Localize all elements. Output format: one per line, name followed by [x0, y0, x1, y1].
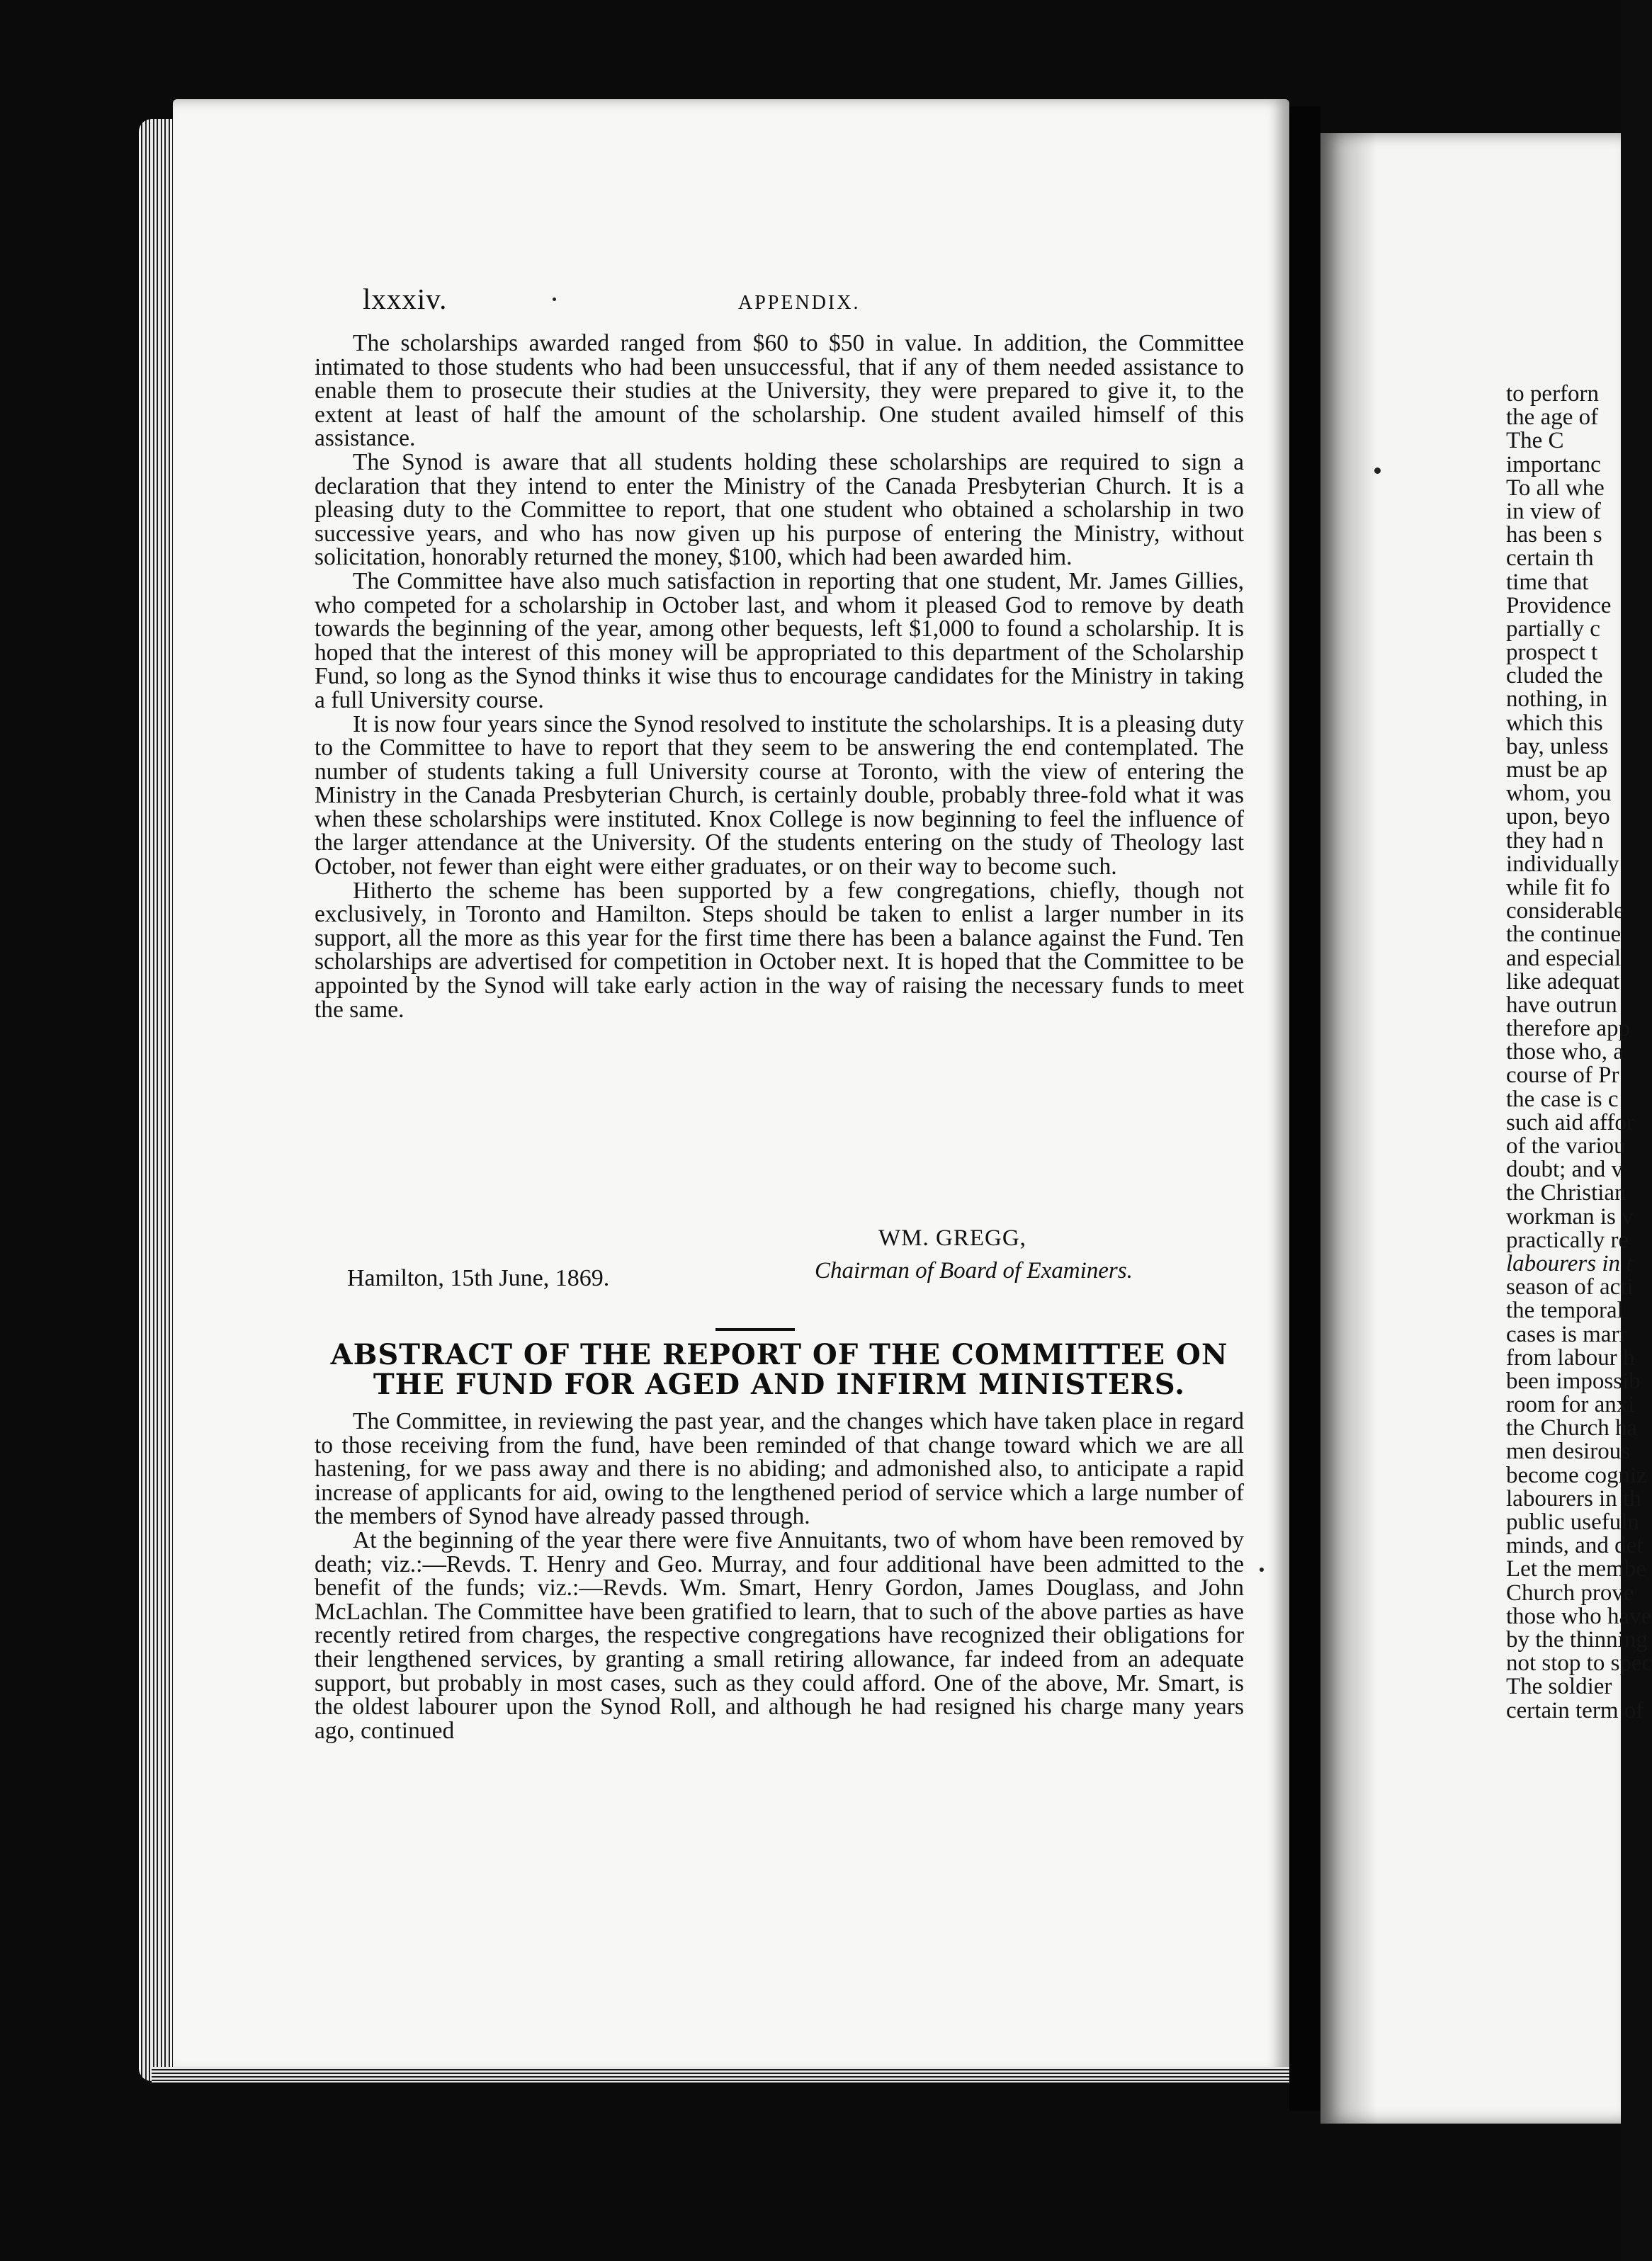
facing-page-line: been impossib: [1506, 1368, 1641, 1394]
signature-block: [333, 1225, 1247, 1303]
paragraph: Hitherto the scheme has been supported by a few congregations, chiefly, though not exclusively, in Toronto and Hamilton. Steps should be taken to enlist a larger number in its support, all the more as this year for the first time there has been a balance against the Fund. Ten scholarships are advertised for competition in October next. It is hoped that the Committee to be appointed by the Synod will take early action in the way of raising the necessary funds to meet the same.: [315, 877, 1244, 1023]
place-date: Hamilton, 15th June, 1869.: [347, 1265, 610, 1291]
facing-page-line: Church prove: [1506, 1580, 1634, 1606]
facing-page-line: minds, and det: [1506, 1533, 1643, 1559]
signatory-title: Chairman of Board of Examiners.: [815, 1258, 1133, 1284]
facing-page-line: those who have: [1506, 1603, 1652, 1629]
facing-page-line: season of acti: [1506, 1274, 1634, 1300]
facing-page-line: Let the membe: [1506, 1556, 1646, 1582]
facing-page-line: course of Pr: [1506, 1062, 1619, 1089]
facing-page-line: certain term of: [1506, 1697, 1644, 1723]
facing-page-line: room for anxi: [1506, 1392, 1635, 1418]
page-number: lxxxiv.: [363, 283, 448, 315]
paragraph: The Committee have also much satisfaction in reporting that one student, Mr. James Gillies, who competed for a scholarship in October last, and whom it pleased God to remove by death towards the beginning of the year, among other bequests, left $1,000 to found a scholarship. It is hoped that the interest of this money will be appropriated to this department of the Scholarship Fund, so long as the Synod thinks it wise thus to encourage candidates for the Ministry in taking a full University course.: [315, 567, 1244, 713]
facing-page-line: the temporal: [1506, 1298, 1624, 1324]
facing-page-line: and especial: [1506, 945, 1622, 971]
running-head: [363, 282, 1284, 324]
facing-page-line: not stop to spec: [1506, 1650, 1652, 1677]
paragraph: The Committee, in reviewing the past year, and the changes which have taken place in regard to those receiving from the fund, have been reminded of that change toward which we are all hastening, for we pass away and there is no abiding; and admonished also, to anticipate a rapid increase of applicants for aid, owing to the lengthened period of service which a large number of the members of Synod have already passed through.: [315, 1408, 1244, 1530]
facing-page-line: by the thinning: [1506, 1626, 1648, 1653]
facing-page-line: in view of: [1506, 498, 1601, 524]
paragraph: It is now four years since the Synod resolved to institute the scholarships. It is a pleasing duty to the Committee to have to report that they seem to be answering the end contemplated. The number of students taking a full University course at Toronto, with the view of entering the Ministry in the Canada Presbyterian Church, is certainly double, probably three-fold what it was when these scholarships were instituted. Knox College is now beginning to feel the influence of the larger attendance at the University. Of the students entering on the study of Theology last October, not fewer than eight were either graduates, or on their way to become such.: [315, 710, 1244, 880]
section-divider: [715, 1328, 795, 1331]
facing-page-line: such aid affor: [1506, 1109, 1634, 1135]
abstract-report: [315, 1410, 1244, 1742]
facing-page-line: The soldier: [1506, 1674, 1612, 1700]
facing-page-line: nothing, in: [1506, 686, 1608, 713]
paragraph: At the beginning of the year there were five Annuitants, two of whom have been removed by death; viz.:—Revds. T. Henry and Geo. Murray, and four additional have been admitted to the benefit of the funds; viz.:—Revds. Wm. Smart, Henry Gordon, James Douglass, and John McLachlan. The Committee have been gratified to learn, that to such of the above parties as have recently retired from charges, the respective congregations have recognized their obligations for their lengthened services, by granting a small retiring allowance, far indeed from an adequate support, but probably in most cases, such as they could afford. One of the above, Mr. Smart, is the oldest labourer upon the Synod Roll, and although he had resigned his charge many years ago, continued: [315, 1526, 1244, 1744]
facing-page-line: public usefuln: [1506, 1509, 1639, 1535]
facing-page-line: from labour h: [1506, 1344, 1635, 1371]
facing-page-line: cluded the: [1506, 663, 1603, 689]
facing-page-line: whom, you: [1506, 781, 1612, 807]
facing-page-line: certain th: [1506, 545, 1594, 572]
facing-page-line: prospect t: [1506, 640, 1598, 666]
facing-page-line: cases is marr: [1506, 1321, 1627, 1347]
facing-page-line: the Christian: [1506, 1180, 1626, 1206]
facing-page-line: must be ap: [1506, 757, 1607, 783]
facing-page-line: of the variou: [1506, 1133, 1626, 1159]
facing-page-line: the continue: [1506, 922, 1622, 948]
facing-page-line: importanc: [1506, 451, 1601, 477]
facing-page-line: like adequat: [1506, 968, 1620, 994]
paragraph: The Synod is aware that all students holding these scholarships are required to sign a declaration that they intend to enter the Ministry of the Canada Presbyterian Church. It is a pleasing duty to the Committee to report, that one student who obtained a scholarship in two successive years, and who has now given up his purpose of entering the Ministry, without solicitation, honorably returned the money, $100, which had been awarded him.: [315, 448, 1244, 571]
facing-page-line: those who, a: [1506, 1039, 1624, 1065]
facing-page-line: has been s: [1506, 522, 1602, 548]
facing-page-line: workman is v: [1506, 1203, 1634, 1230]
paragraph: The scholarships awarded ranged from $60 to $50 in value. In addition, the Committee intimated to those students who had been unsuccessful, that if any of them needed assistance to enable them to prosecute their studies at the University, they were prepared to give it, to the extent at least of half the amount of the scholarship. One student availed himself of this assistance.: [315, 330, 1244, 452]
facing-page-line: labourers in t: [1506, 1250, 1633, 1276]
print-speck: [1374, 468, 1381, 474]
facing-page-line: bay, unless: [1506, 733, 1609, 759]
page-edge-bottom: [152, 2067, 1289, 2082]
facing-page-line: Providence: [1506, 592, 1612, 618]
print-speck: [1260, 1568, 1264, 1572]
print-speck: [553, 298, 556, 301]
facing-page-line: they had n: [1506, 827, 1604, 854]
facing-page-line: which this: [1506, 710, 1603, 736]
abstract-heading: ABSTRACT OF THE REPORT OF THE COMMITTEE ON THE FUND FOR AGED AND INFIRM MINISTERS.: [330, 1338, 1228, 1401]
facing-page-line: the age of: [1506, 404, 1599, 431]
facing-page-line: while fit fo: [1506, 874, 1610, 900]
signatory-name: WM. GREGG,: [878, 1225, 1026, 1251]
facing-page-line: The C: [1506, 428, 1564, 454]
facing-page-line: have outrun: [1506, 992, 1617, 1018]
facing-page-line: become cogniz: [1506, 1462, 1647, 1488]
facing-page-line: labourers in th: [1506, 1485, 1641, 1512]
facing-page-line: men desirous: [1506, 1439, 1631, 1465]
facing-page-line: to perforn: [1506, 381, 1600, 407]
facing-page-line: the case is c: [1506, 1086, 1619, 1112]
facing-page-line: individually: [1506, 851, 1619, 877]
facing-page-line: the Church ha: [1506, 1415, 1638, 1441]
facing-page-text: [1506, 381, 1652, 1723]
facing-page-line: upon, beyo: [1506, 804, 1610, 830]
facing-page-line: considerable: [1506, 898, 1624, 924]
facing-page-line: To all whe: [1506, 475, 1605, 501]
section-heading: APPENDIX.: [738, 292, 861, 314]
facing-page-line: partially c: [1506, 616, 1600, 642]
scholarship-report: [315, 332, 1244, 1021]
book-gutter: [1289, 106, 1320, 2111]
facing-page-line: time that: [1506, 569, 1589, 595]
facing-page-line: practically re: [1506, 1227, 1629, 1253]
facing-page-line: therefore app: [1506, 1016, 1630, 1042]
facing-page-line: doubt; and v: [1506, 1157, 1623, 1183]
